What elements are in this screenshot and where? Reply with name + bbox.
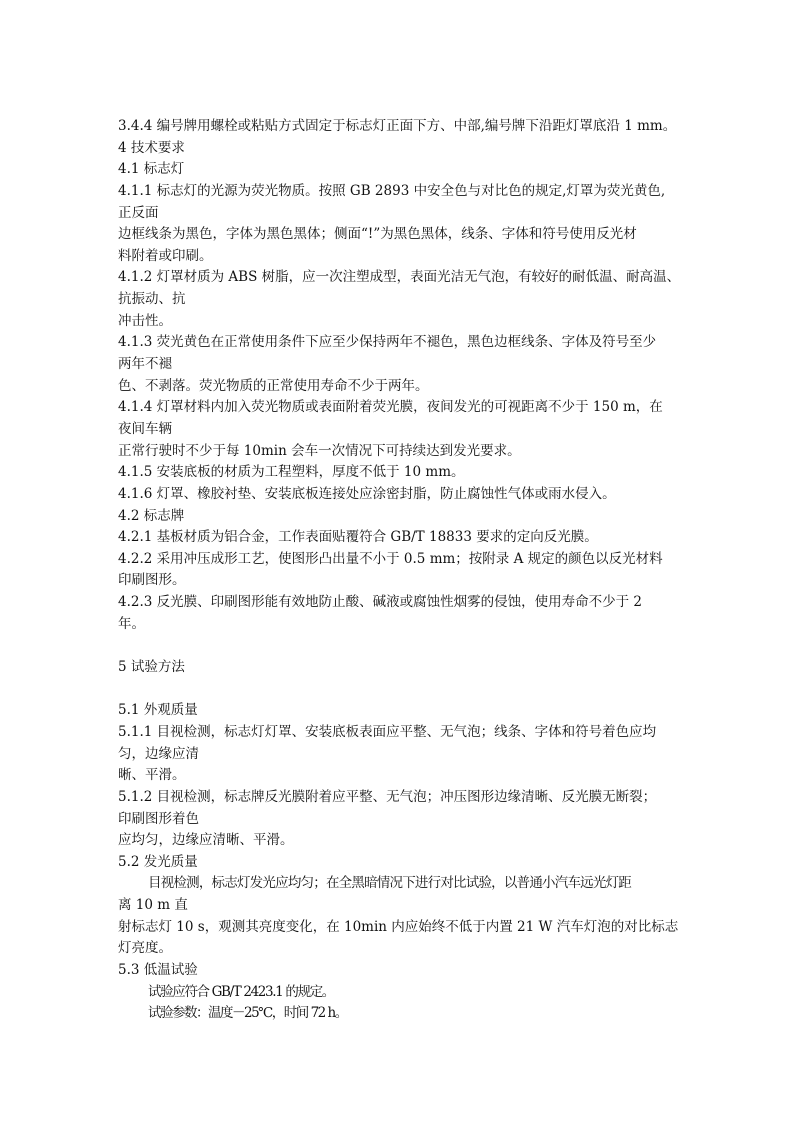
text-line: 4.2.3 反光膜、印刷图形能有效地防止酸、碱液或腐蚀性烟雾的侵蚀，使用寿命不少于 2 (118, 594, 643, 611)
text-line: 应均匀，边缘应清晰、平滑。 (118, 832, 294, 849)
text-line: 目视检测，标志灯发光应均匀；在全黑暗情况下进行对比试验，以普通小汽车远光灯距 (148, 875, 631, 892)
text-line: 料附着或印刷。 (118, 247, 213, 264)
text-line: 灯亮度。 (118, 940, 172, 957)
text-line: 3.4.4 编号牌用螺栓或粘贴方式固定于标志灯正面下方、中部,编号牌下沿距灯罩底沿 1 mm。 (118, 118, 677, 134)
text-line: 正反面 (118, 204, 159, 221)
text-line: 4 技术要求 (118, 139, 185, 156)
text-line: 印刷图形着色 (118, 810, 199, 827)
text-line: 年。 (118, 615, 145, 632)
text-line: 4.2 标志牌 (118, 507, 185, 524)
text-line: 边框线条为黑色，字体为黑色黑体；侧面“!”为黑色黑体，线条、字体和符号使用反光材 (118, 226, 637, 243)
text-line: 印刷图形。 (118, 572, 186, 589)
text-line: 4.1 标志灯 (118, 161, 185, 178)
text-line: 冲击性。 (118, 312, 172, 329)
text-line: 4.2.1 基板材质为铝合金，工作表面贴覆符合 GB/T 18833 要求的定向反光膜。 (118, 529, 598, 546)
blank-line (118, 635, 684, 657)
text-line: 离 10 m 直 (118, 897, 188, 914)
text-line: 4.1.4 灯罩材料内加入荧光物质或表面附着荧光膜，夜间发光的可视距离不少于 150 m，在 (118, 399, 663, 416)
text-line: 抗振动、抗 (118, 291, 186, 308)
text-line: 晰、平滑。 (118, 767, 186, 784)
text-line: 4.1.3 荧光黄色在正常使用条件下应至少保持两年不褪色，黑色边框线条、字体及符号至少 (118, 334, 657, 351)
text-line: 5.1 外观质量 (118, 702, 198, 719)
text-line: 色、不剥落。荧光物质的正常使用寿命不少于两年。 (118, 377, 429, 394)
text-line: 试验参数：温度－25℃，时间 72 h。 (148, 1005, 347, 1022)
text-line: 两年不褪 (118, 356, 172, 373)
blank-line (118, 679, 684, 701)
text-line: 4.2.2 采用冲压成形工艺，使图形凸出量不小于 0.5 mm；按附录 A 规定的颜色以反光材料 (118, 550, 663, 567)
text-line: 4.1.6 灯罩、橡胶衬垫、安装底板连接处应涂密封脂，防止腐蚀性气体或雨水侵入。 (118, 485, 616, 502)
text-line: 匀，边缘应清 (118, 745, 199, 762)
text-line: 射标志灯 10 s，观测其亮度变化，在 10min 内应始终不低于内置 21 W 汽车灯泡的对比标志 (118, 918, 679, 935)
text-line: 4.1.5 安装底板的材质为工程塑料，厚度不低于 10 mm。 (118, 464, 465, 481)
text-line: 5.1.2 目视检测，标志牌反光膜附着应平整、无气泡；冲压图形边缘清晰、反光膜无断裂； (118, 788, 657, 805)
text-line: 5.2 发光质量 (118, 853, 198, 870)
text-line: 4.1.1 标志灯的光源为荧光物质。按照 GB 2893 中安全色与对比色的规定,灯罩为荧光黄色, (118, 182, 666, 199)
text-line: 试验应符合 GB/T 2423.1 的规定。 (148, 983, 334, 1000)
text-line: 夜间车辆 (118, 420, 172, 437)
text-line: 5.3 低温试验 (118, 961, 198, 978)
text-line: 正常行驶时不少于每 10min 会车一次情况下可持续达到发光要求。 (118, 442, 521, 459)
text-line: 4.1.2 灯罩材质为 ABS 树脂，应一次注塑成型，表面光洁无气泡，有较好的耐低温、耐高温、 (118, 269, 681, 286)
text-line: 5.1.1 目视检测，标志灯灯罩、安装底板表面应平整、无气泡；线条、字体和符号着色应均 (118, 723, 657, 740)
document-body (118, 116, 684, 1025)
text-line: 5 试验方法 (118, 659, 185, 676)
